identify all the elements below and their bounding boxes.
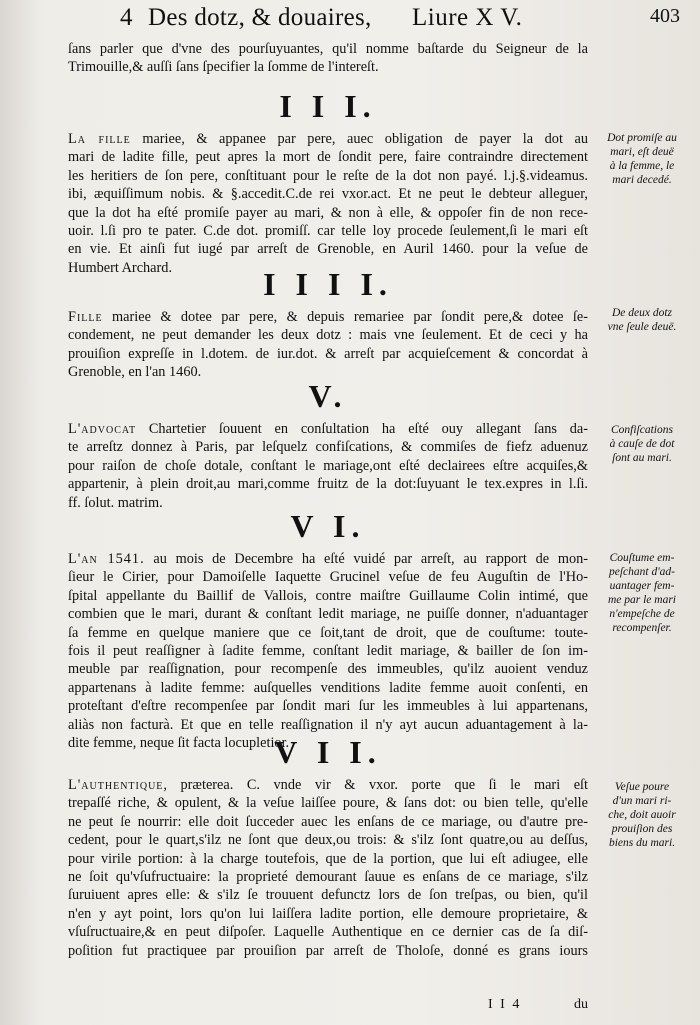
- section-heading: I I I I.: [263, 266, 393, 302]
- margin-note-dot-promise: [592, 131, 692, 187]
- text-line: trepaſſé riche, & opulent, & la veſue laiſſee poure, & ſans dot: ou bien telle, qu'elle: [68, 795, 588, 812]
- text-line: mari de ladite fille, peut apres la mort de ſondit pere, faire contraindre directement: [68, 149, 588, 166]
- text-line: les heritiers de ſon pere, conſtituant pour le reſte de la dot non payé. l.j.§.videamus.: [68, 167, 588, 184]
- note-line: Couſtume em-: [609, 552, 675, 564]
- section-paragraph: [68, 130, 588, 277]
- section-3: [68, 84, 588, 277]
- intro-paragraph: [68, 40, 588, 77]
- text-line: ſieur le Cirier, pour Damoiſelle Iaquette Grucinel veſue de feu Auguſtin de l'Ho-: [68, 569, 588, 586]
- text-line: appartenans à ladite femme: auſquelles venditions ladite femme auoit conſenti, en: [68, 679, 588, 696]
- text-line: condement, ne peut demander les deux dotz : mais vne ſeulement. Et de ceci y ha: [68, 327, 588, 344]
- section-heading: I I I.: [279, 88, 377, 124]
- text-line: L'authentique, præterea. C. vnde vir & vxor. porte que ſi le mari eſt: [68, 777, 588, 793]
- text-line: appartenir, à plein droit,au mari,comme fruitz de la dot:ſuyuant le tex.expres in l.ſi.: [68, 476, 588, 493]
- section-6: [68, 504, 588, 752]
- margin-note-coustume: [592, 551, 692, 635]
- text-line: que la dot ha eſté promiſe payer au mari, & non à elle, & oppoſer fin de non rece-: [68, 204, 588, 221]
- note-line: Confiſcations: [611, 424, 673, 436]
- text-line: n'en y ayt point, lors qu'on lui laiſſera ladite portion, elle demoure proprietaire, &: [68, 905, 588, 922]
- text-line: poſition fut practiquee par prouiſion par arreſt de Tholoſe, donné es grans iours: [68, 942, 588, 959]
- lead-word: La fille: [68, 131, 131, 147]
- note-line: mari decedé.: [612, 174, 672, 186]
- note-line: prouiſion des: [611, 823, 673, 835]
- text-line: cedent, pour le quart,s'ilz ne ſont que deux,ou trois: & s'ilz ſont quatre,ou au deſſus,: [68, 832, 588, 849]
- note-line: à cauſe de dot: [609, 438, 675, 450]
- text-line: dite femme, neque ſit facta locupletior.: [68, 735, 290, 752]
- text-line: Trimouille,& auſſi ſans ſpecifier la ſomme de l'intereſt.: [68, 59, 379, 76]
- text-line: Fille mariee & dotee par pere, & depuis remariee par ſondit pere,& dotee ſe-: [68, 309, 588, 325]
- text-line: aliàs non facturà. Et que en telle reaſſignation il n'y ayt aucun aduantagement à la-: [68, 716, 588, 733]
- text-line: ſuruiuent apres elle: & s'ilz ſe trouuent defunctz lors de ſon treſpas, ou bien, qu'il: [68, 887, 588, 904]
- text-line: ff. ſolut. matrim.: [68, 494, 163, 511]
- text-line: combien que le mari, durant & conſtant ledit mariage, ne puiſſe donner, n'aduantager: [68, 606, 588, 623]
- text-line: ſans parler que d'vne des pourſuyuantes, qu'il nomme baſtarde du Seigneur de la: [68, 41, 588, 57]
- section-paragraph: [68, 776, 588, 960]
- text-line: te arreſtz donnez à Paris, par leſquelz confiſcations, & commiſes de fiefz aduenuz: [68, 439, 588, 456]
- section-heading: V.: [308, 378, 348, 414]
- text-line: uoir. l.ſi pro te pater. C.de dot. promiſſ. car telle loy procede ſeulement,ſi le mari eſt: [68, 223, 588, 240]
- note-line: uantager fem-: [609, 580, 675, 592]
- text-line: La fille mariee, & appanee par pere, auec obligation de payer la dot au: [68, 131, 588, 147]
- note-line: à la femme, le: [609, 160, 675, 172]
- text-line: ſa femme en quelque maniere que ce ſoit,tant de droit, que de couſtume: toute-: [68, 624, 588, 641]
- running-header: [120, 4, 680, 38]
- lead-word: L'advocat: [68, 421, 137, 437]
- text-line: Humbert Archard.: [68, 259, 173, 276]
- margin-note-vefue-poure: [592, 780, 692, 850]
- text-line: proteſtant d'eſtre recompenſee par ſondit mari ſur les immeubles à lui appartenans,: [68, 698, 588, 715]
- section-paragraph: [68, 550, 588, 752]
- text-line: ſpital appellante du Baillif de Vallois, contre maiſtre Guillaume Colin intimé, que: [68, 587, 588, 604]
- text-line: fois il peut reaſſigner à ſadite femme, conſtant ledit mariage, & bailler de ſon im-: [68, 643, 588, 660]
- text-line: meuble par reaſſignation, pour recompenſe des immeubles, qu'ilz auoient venduz: [68, 661, 588, 678]
- text-line: L'advocat Chartetier ſouuent en conſultation ha eſté ouy allegant ſans da-: [68, 421, 588, 437]
- note-line: peſchant d'ad-: [608, 566, 675, 578]
- section-7: [68, 730, 588, 960]
- text-line: ne peut ſe nourrir: elle doit ſucceder auec les enſans de ce mariage, ou d'autre pre-: [68, 813, 588, 830]
- margin-note-deux-dotz: [592, 306, 692, 334]
- note-line: De deux dotz: [611, 307, 673, 319]
- catchword: du: [574, 997, 588, 1012]
- section-heading: V I.: [290, 508, 366, 544]
- text-line: vſuſructuaire,& en peut diſpoſer. Laquelle Authentique en ce dernier cas de ſa diſ-: [68, 924, 588, 941]
- text-line: Grenoble, en l'an 1460.: [68, 364, 202, 381]
- note-line: n'empeſche de: [609, 608, 675, 620]
- note-line: biens du mari.: [608, 837, 676, 849]
- note-line: ſont au mari.: [612, 452, 672, 464]
- lead-word: L'authentique: [68, 777, 164, 793]
- margin-note-confiscations: [592, 423, 692, 465]
- note-line: Veſue poure: [614, 781, 670, 793]
- note-line: recompenſer.: [612, 622, 672, 634]
- note-line: Dot promiſe au: [607, 132, 677, 144]
- section-5: [68, 374, 588, 512]
- section-4: [68, 262, 588, 382]
- header-lead: 4: [120, 4, 133, 31]
- text-line: L'an 1541. au mois de Decembre ha eſté vuidé par arreſt, au rapport de mon-: [68, 551, 588, 567]
- page-number: 403: [650, 5, 680, 27]
- text-line: en vie. Et ainſi fut iugé par arreſt de Grenoble, en Auril 1460. pour la veſue de: [68, 241, 588, 258]
- note-line: che, doit auoir: [608, 809, 676, 821]
- section-paragraph: [68, 420, 588, 512]
- text-line: ne ſoit qu'vſufructuaire: la proprieté demourant ſauue es enſans de ce mariage, s'ilz: [68, 869, 588, 886]
- section-paragraph: [68, 308, 588, 382]
- note-line: d'un mari ri-: [612, 795, 672, 807]
- note-line: vne ſeule deuë.: [607, 321, 677, 333]
- lead-word: L'an 1541.: [68, 551, 145, 567]
- header-title: Des dotz, & douaires,: [148, 4, 372, 31]
- lead-word: Fille: [68, 309, 103, 325]
- note-line: me par le mari: [607, 594, 677, 606]
- section-heading: V I I.: [274, 734, 382, 770]
- header-book: Liure X V.: [412, 4, 523, 31]
- text-line: pour virile portion: à la charge toutefois, que de la portion, que lui eſt adiugee, elle: [68, 850, 588, 867]
- signature-mark: I I 4: [488, 997, 522, 1012]
- note-line: mari, eſt deuë: [610, 146, 674, 158]
- text-line: pour raiſon de choſe dotale, conſtant le mariage,ont eſté declairees eſtre acquiſes,&: [68, 457, 588, 474]
- text-line: ibi, æquiſſimum nobis. & §.accedit.C.de rei vxor.act. Et ne peut le debteur alleguer,: [68, 186, 588, 203]
- page-footer: [68, 997, 588, 1017]
- text-line: prouiſion expreſſe in l.dotem. de iur.dot. & arreſt par acquieſcement & concordat à: [68, 345, 588, 362]
